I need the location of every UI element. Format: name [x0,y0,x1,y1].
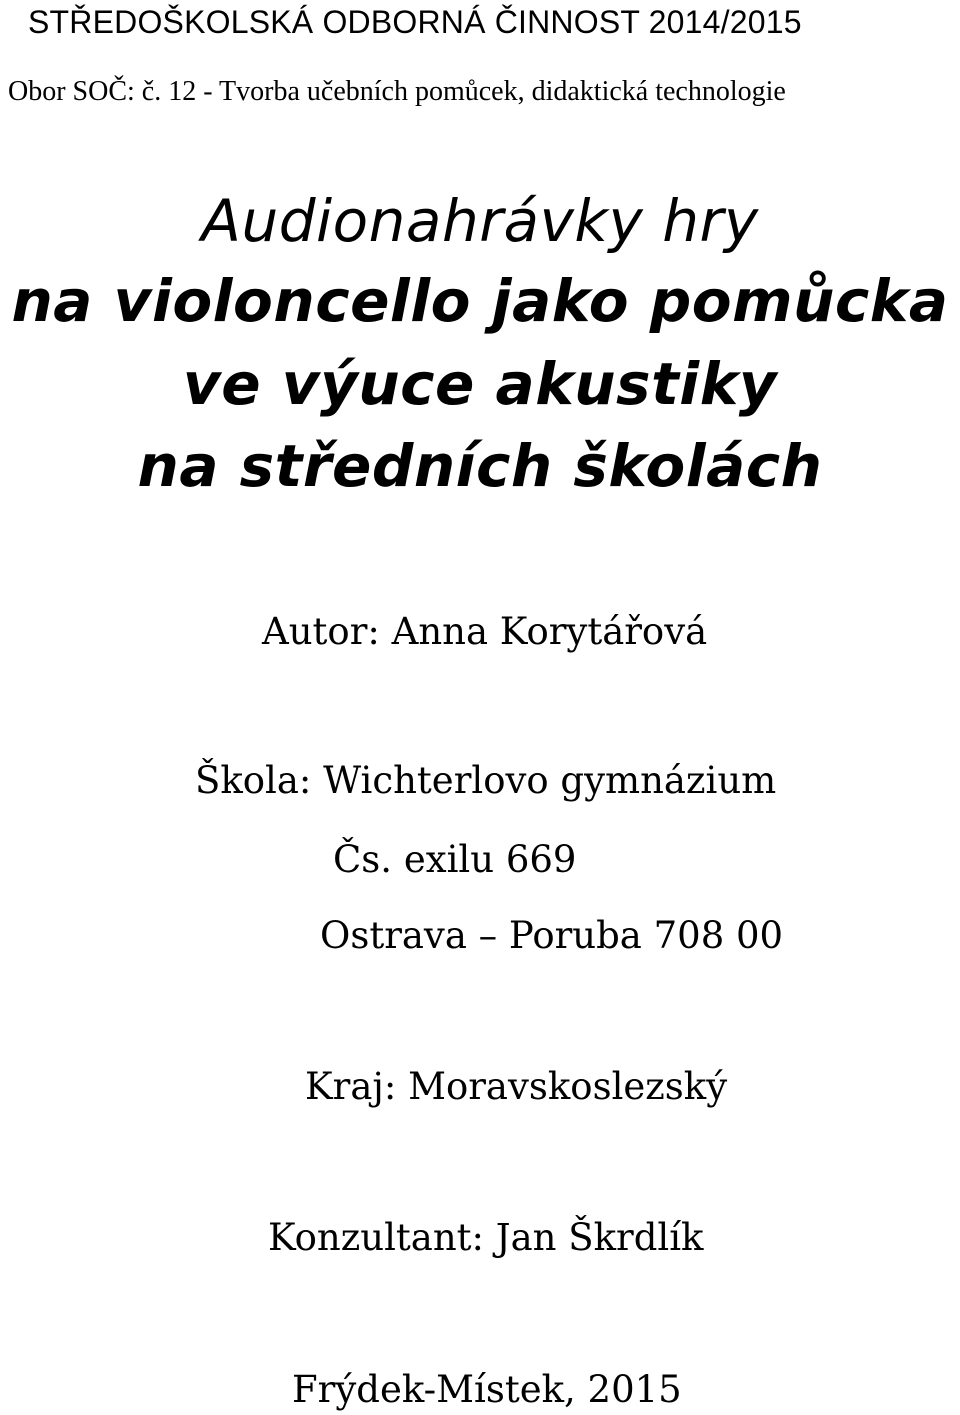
consultant-line: Konzultant: Jan Škrdlík [268,1216,704,1259]
place-date-line: Frýdek-Místek, 2015 [292,1368,682,1411]
competition-header: STŘEDOŠKOLSKÁ ODBORNÁ ČINNOST 2014/2015 [28,4,802,40]
school-city: Ostrava – Poruba 708 00 [320,914,784,957]
title-line-1: Audionahrávky hry [201,187,759,255]
field-header: Obor SOČ: č. 12 - Tvorba učebních pomůcek, didaktická technologie [8,76,786,107]
title-line-3: ve výuce akustiky [182,350,778,418]
region-line: Kraj: Moravskoslezský [305,1065,728,1108]
school-name: Škola: Wichterlovo gymnázium [195,759,777,802]
author-line: Autor: Anna Korytářová [262,610,708,653]
title-line-4: na středních školách [137,432,823,500]
school-street: Čs. exilu 669 [333,838,577,881]
title-line-2: na violoncello jako pomůcka [11,267,949,335]
